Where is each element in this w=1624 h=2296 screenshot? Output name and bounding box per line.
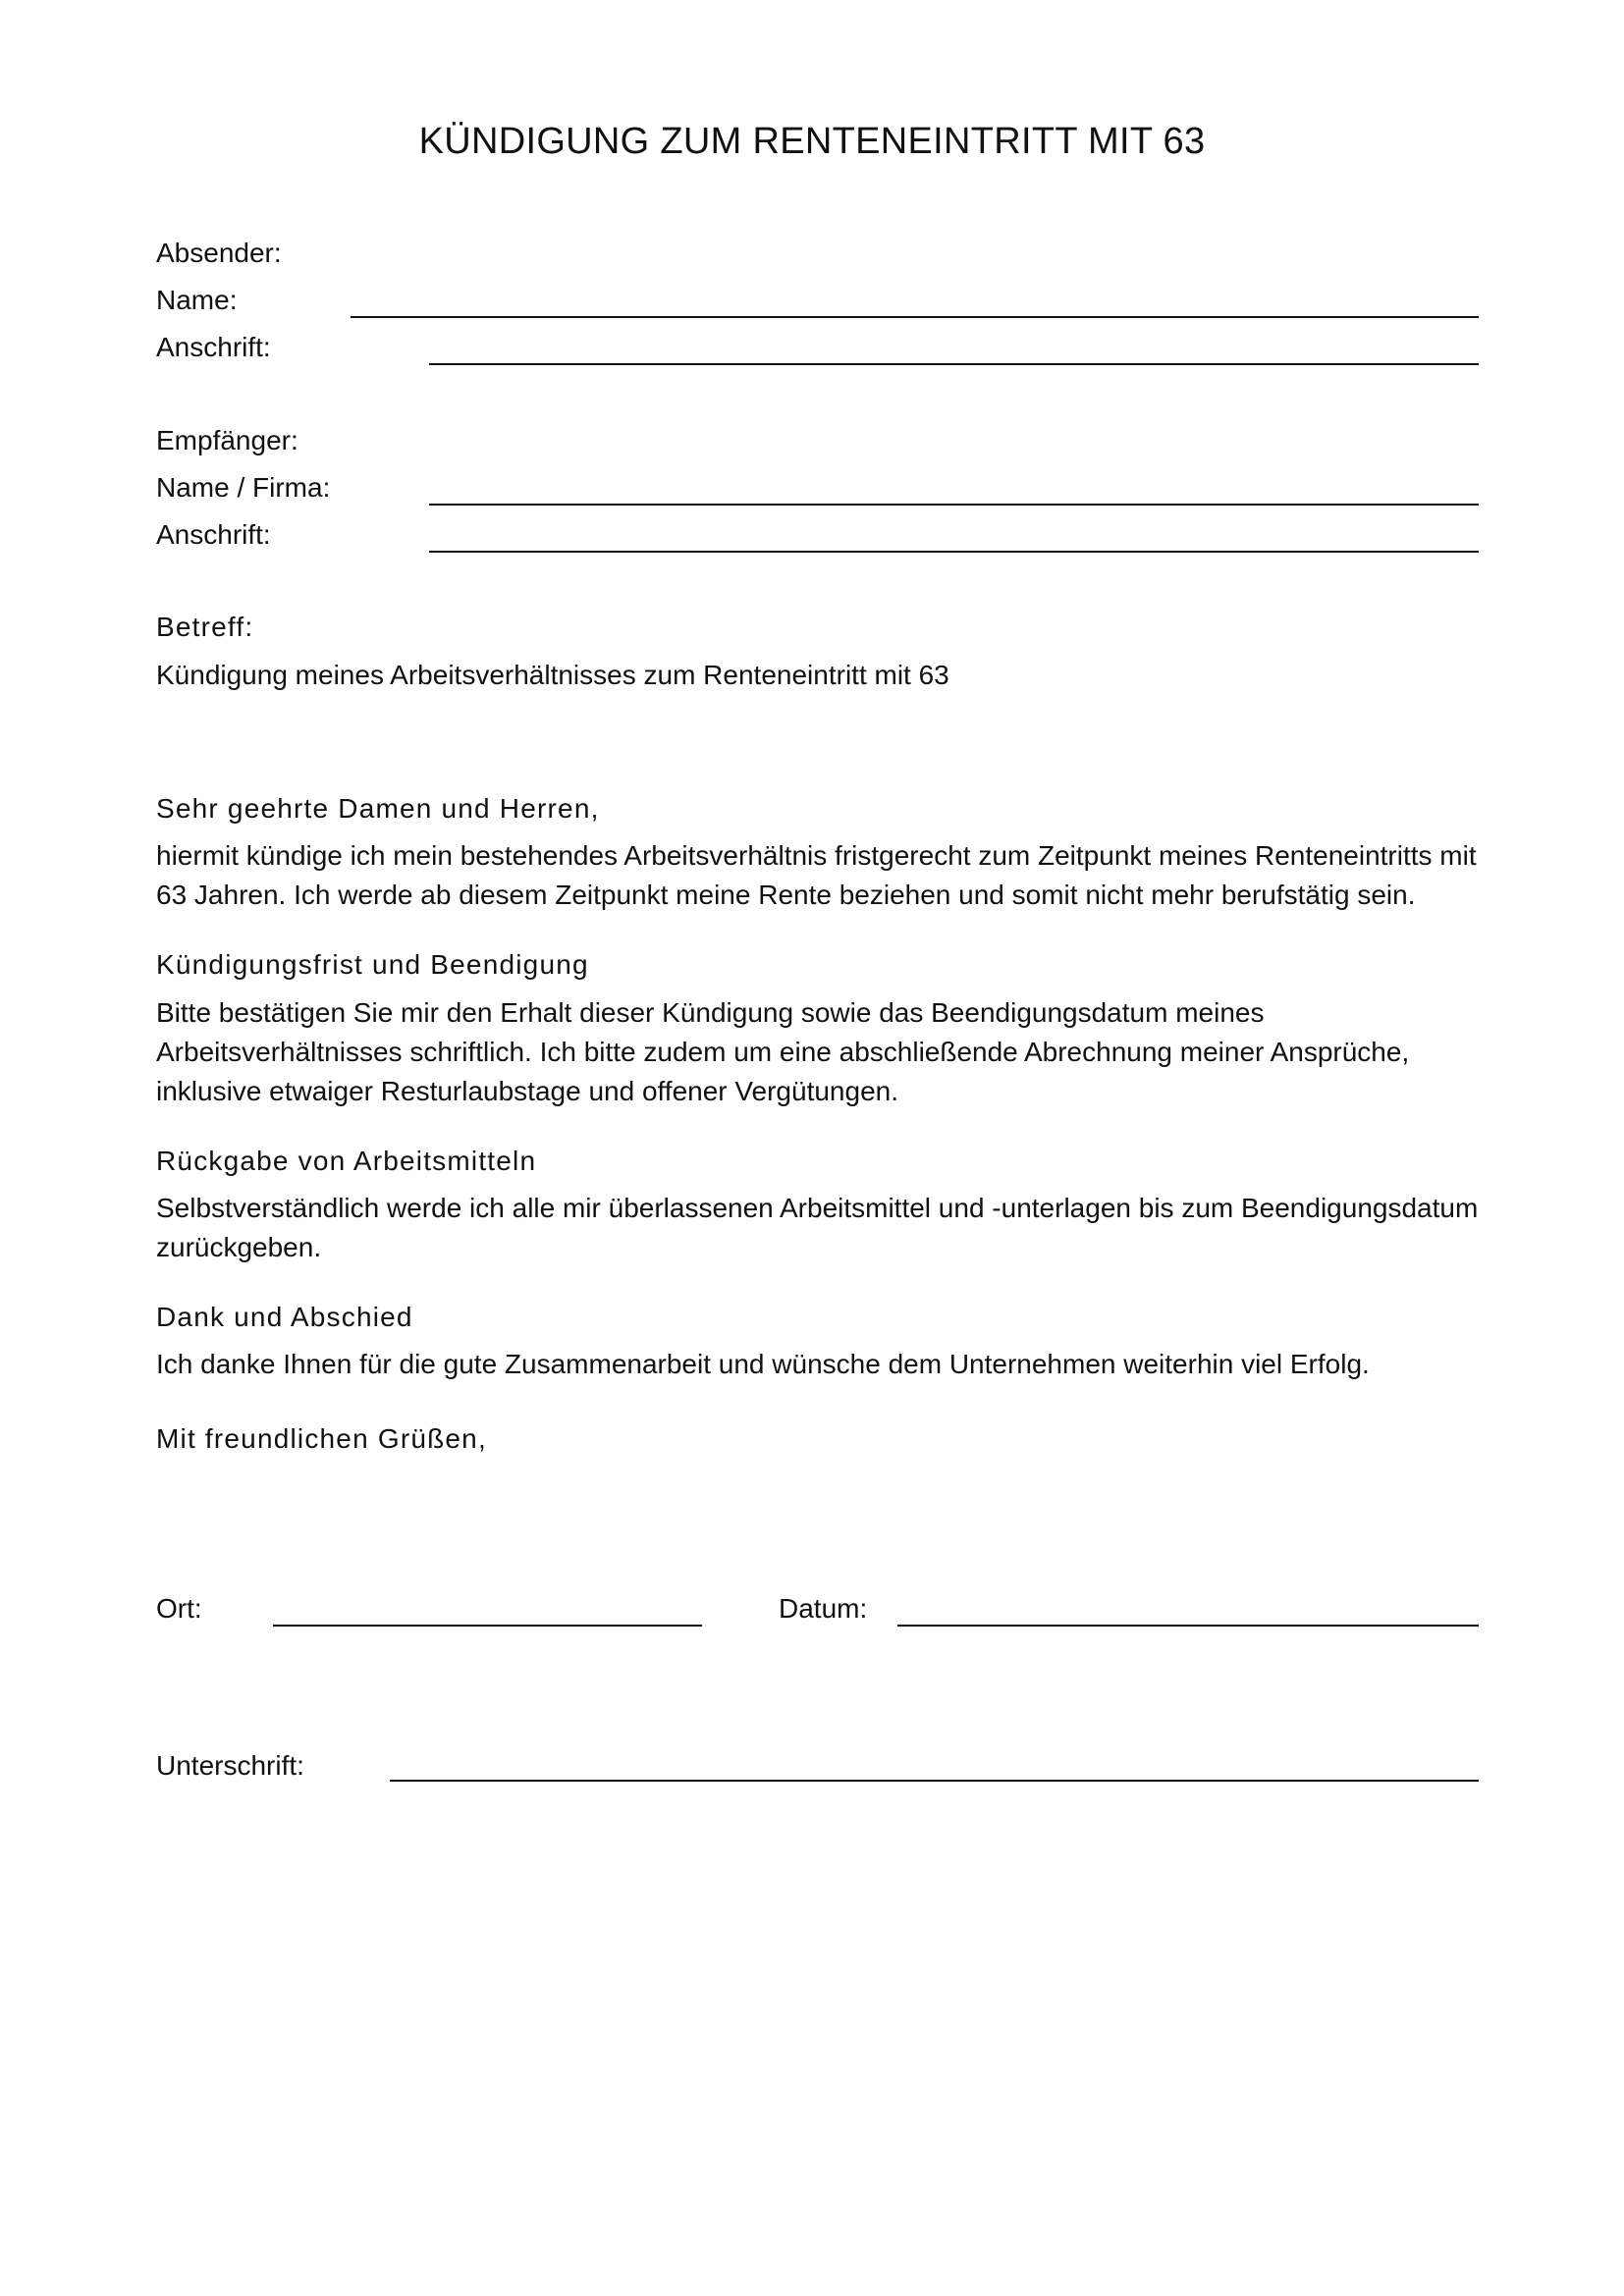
sender-name-field[interactable] (351, 316, 1479, 318)
sender-name-label: Name: (156, 285, 238, 315)
document-title: KÜNDIGUNG ZUM RENTENEINTRITT MIT 63 (418, 121, 1206, 162)
closing-phrase: Mit freundlichen Grüßen, (156, 1423, 487, 1454)
sender-address-field[interactable] (429, 363, 1479, 365)
section-text-notice: Bitte bestätigen Sie mir den Erhalt dieser Kündigung sowie das Beendigungsdatum meines Arbeitsverhältnisses schriftlich. Ich bitte zudem um eine abschließende Abrechnung meiner Ansprüche, inklusive etwaiger Resturlaubstage und offener Vergütungen. (156, 997, 1410, 1106)
recipient-address-label: Anschrift: (156, 519, 271, 550)
recipient-name-field[interactable] (429, 504, 1479, 506)
place-field[interactable] (273, 1625, 702, 1627)
date-label: Datum: (779, 1593, 868, 1624)
signature-field[interactable] (390, 1780, 1479, 1782)
subject-text: Kündigung meines Arbeitsverhältnisses zum Renteneintritt mit 63 (156, 660, 949, 690)
intro-paragraph: hiermit kündige ich mein bestehendes Arbeitsverhältnis fristgerecht zum Zeitpunkt meines Renteneintritts mit 63 Jahren. Ich werde ab diesem Zeitpunkt meine Rente beziehen und somit nicht mehr berufstätig sein. (156, 840, 1477, 910)
section-text-thanks: Ich danke Ihnen für die gute Zusammenarbeit und wünsche dem Unternehmen weiterhin viel Erfolg. (156, 1349, 1370, 1379)
sender-address-label: Anschrift: (156, 332, 271, 362)
sender-heading: Absender: (156, 238, 282, 268)
salutation: Sehr geehrte Damen und Herren, (156, 793, 600, 824)
signature-label: Unterschrift: (156, 1750, 304, 1781)
section-heading-return: Rückgabe von Arbeitsmitteln (156, 1146, 537, 1176)
place-label: Ort: (156, 1593, 202, 1624)
date-field[interactable] (897, 1625, 1479, 1627)
section-text-return: Selbstverständlich werde ich alle mir überlassenen Arbeitsmittel und -unterlagen bis zum Beendigungsdatum zurückgeben. (156, 1193, 1479, 1262)
recipient-address-field[interactable] (429, 551, 1479, 553)
subject-label: Betreff: (156, 612, 254, 642)
recipient-name-label: Name / Firma: (156, 472, 331, 503)
section-heading-notice: Kündigungsfrist und Beendigung (156, 949, 589, 980)
section-heading-thanks: Dank und Abschied (156, 1302, 413, 1332)
recipient-heading: Empfänger: (156, 425, 298, 455)
